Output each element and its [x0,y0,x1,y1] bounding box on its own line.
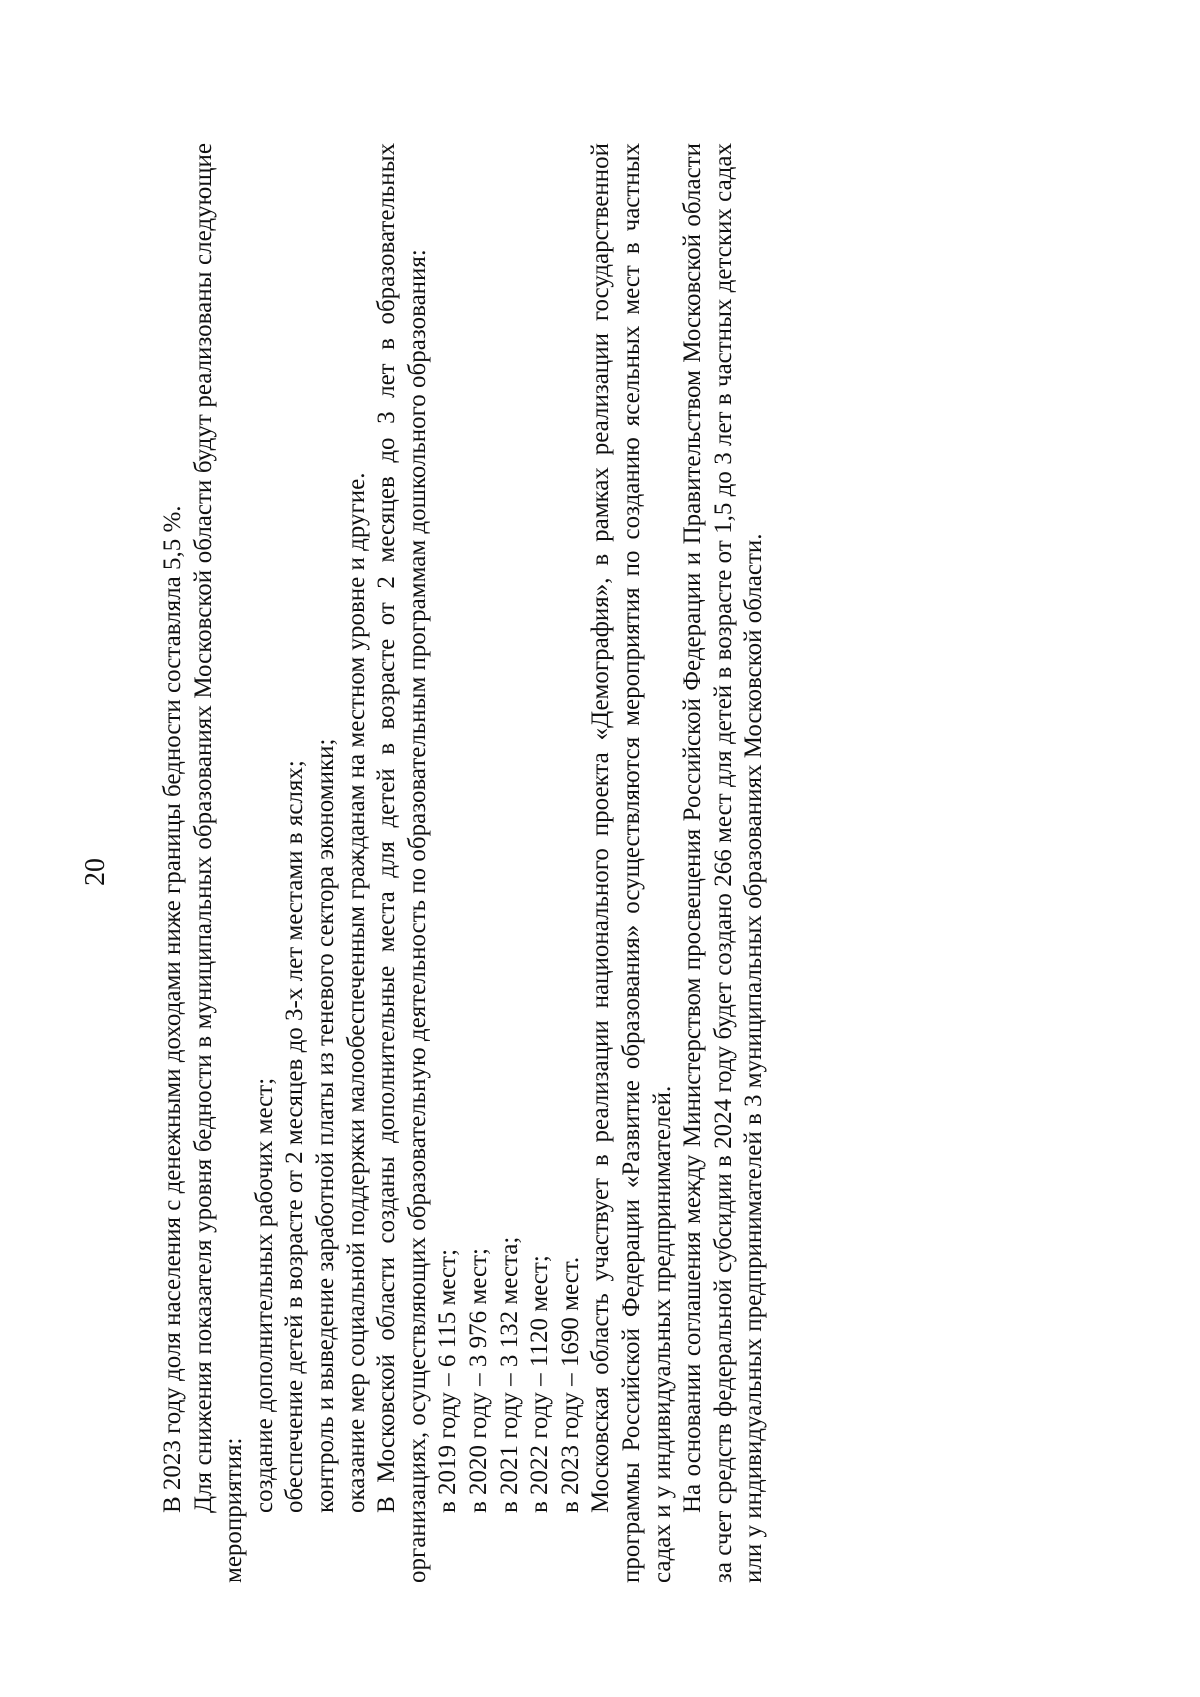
measure-item: обеспечение детей в возрасте от 2 месяцев до 3-х лет местами в яслях; [281,760,309,1513]
paragraph-poverty-measures-intro: Для снижения показателя уровня бедности в муниципальных образованиях Московской области будут реализованы следующие мероприятия: [189,143,248,1583]
paragraph-federal-subsidy: На основании соглашения между Министерством просвещения Российской Федерации и Правительством Московской области за счет средств федеральной субсидии в 2024 году будет создано 266 мест для детей в возрасте от 1,5 до 3 лет в частных детских садах или у индивидуальных предпринимателей в 3 муниципальных образованиях Московской области. [679,143,768,1583]
year-item: в 2020 году – 3 976 мест; [464,1248,492,1513]
document-body [158,143,1008,1583]
paragraph-poverty-level: В 2023 году доля населения с денежными доходами ниже границы бедности составляла 5,5 %. [159,505,186,1513]
paragraph-nursery-places: В Московской области созданы дополнительные места для детей в возрасте от 2 месяцев до 3 лет в образовательных организациях, осуществляющих образовательную деятельность по образовательным программам дошкольного образования: [373,143,431,1583]
year-item: в 2021 году – 3 132 места; [495,1236,523,1513]
page-number: 20 [80,858,111,886]
measure-item: оказание мер социальной поддержки малообеспеченным гражданам на местном уровне и другие. [342,472,370,1513]
year-item: в 2022 году – 1120 мест; [526,1255,554,1513]
year-item: в 2019 году – 6 115 мест; [434,1248,462,1513]
paragraph-demography-project: Московская область участвует в реализации национального проекта «Демография», в рамках реализации государственной программы Российской Федерации «Развитие образования» осуществляются мероприятия по созданию ясельных мест в частных садах и у индивидуальных предпринимателей. [587,143,676,1583]
measure-item: контроль и выведение заработной платы из теневого сектора экономики; [311,738,339,1513]
year-item: в 2023 году – 1690 мест. [556,1256,584,1513]
measure-item: создание дополнительных рабочих мест; [250,1077,278,1513]
